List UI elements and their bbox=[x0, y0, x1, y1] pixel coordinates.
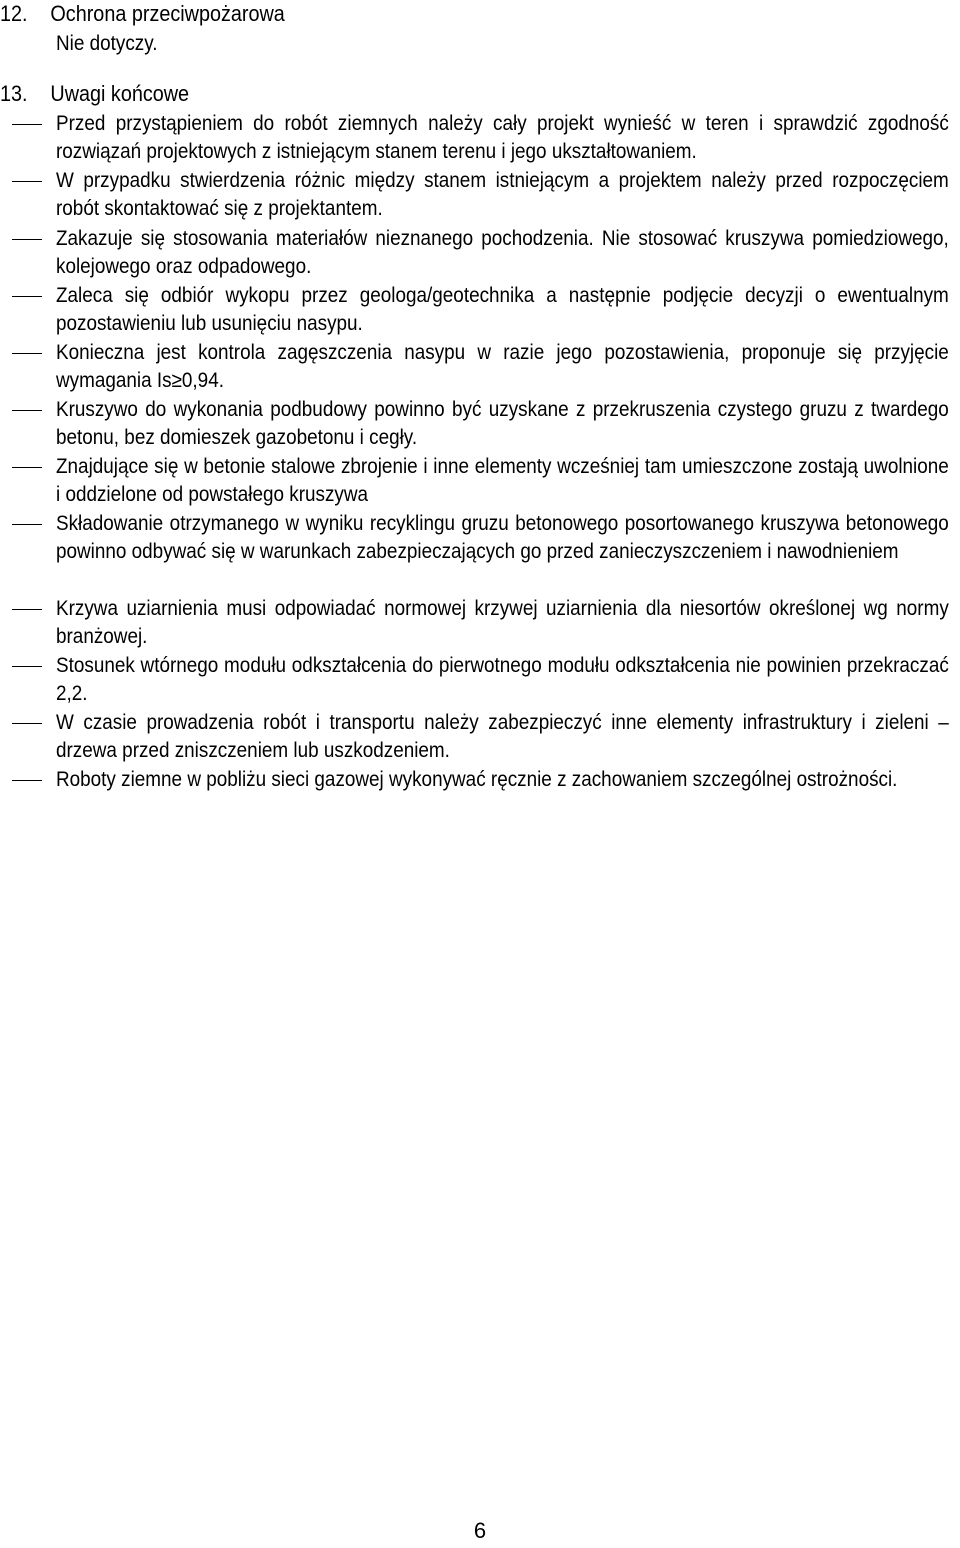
list-item-text: Konieczna jest kontrola zagęszczenia nasypu w razie jego pozostawienia, proponuje się przyjęcie wymagania Is≥0,94. bbox=[56, 341, 949, 393]
dash-bullet bbox=[12, 410, 42, 411]
section-13-heading bbox=[0, 80, 189, 108]
section-13-title: Uwagi końcowe bbox=[50, 81, 190, 106]
list-item-text: Zaleca się odbiór wykopu przez geologa/geotechnika a następnie podjęcie decyzji o ewentualnym pozostawieniu lub usunięciu nasypu. bbox=[56, 284, 949, 336]
section-13-number: 13. bbox=[0, 81, 28, 106]
section-12-title: Ochrona przeciwpożarowa bbox=[50, 1, 285, 26]
section-12-number: 12. bbox=[0, 1, 28, 26]
list-item-text: Zakazuje się stosowania materiałów nieznanego pochodzenia. Nie stosować kruszywa pomiedziowego, kolejowego oraz odpadowego. bbox=[56, 227, 949, 279]
dash-bullet bbox=[12, 524, 42, 525]
list-item-text: Stosunek wtórnego modułu odkształcenia do pierwotnego modułu odkształcenia nie powinien przekraczać 2,2. bbox=[56, 654, 949, 706]
list-item-text: W przypadku stwierdzenia różnic między stanem istniejącym a projektem należy przed rozpoczęciem robót skontaktować się z projektantem. bbox=[56, 169, 949, 221]
dash-bullet bbox=[12, 723, 42, 724]
dash-bullet bbox=[12, 609, 42, 610]
list-item-text: Kruszywo do wykonania podbudowy powinno być uzyskane z przekruszenia czystego gruzu z twardego betonu, bez domieszek gazobetonu i cegły. bbox=[56, 398, 949, 450]
dash-bullet bbox=[12, 296, 42, 297]
list-item-text: Przed przystąpieniem do robót ziemnych należy cały projekt wynieść w teren i sprawdzić zgodność rozwiązań projektowych z istniejącym stanem terenu i jego ukształtowaniem. bbox=[56, 112, 949, 164]
dash-bullet bbox=[12, 467, 42, 468]
page-number: 6 bbox=[473, 1518, 487, 1543]
list-item-text: Znajdujące się w betonie stalowe zbrojenie i inne elementy wcześniej tam umieszczone zostają uwolnione i oddzielone od powstałego kruszywa bbox=[56, 455, 949, 507]
list-item-text: Składowanie otrzymanego w wyniku recyklingu gruzu betonowego posortowanego kruszywa betonowego powinno odbywać się w warunkach zabezpieczających go przed zanieczyszczeniem i nawodnieniem bbox=[56, 512, 949, 564]
dash-bullet bbox=[12, 353, 42, 354]
dash-bullet bbox=[12, 780, 42, 781]
dash-bullet bbox=[12, 666, 42, 667]
list-item-text: W czasie prowadzenia robót i transportu należy zabezpieczyć inne elementy infrastruktury i zieleni – drzewa przed zniszczeniem lub uszkodzeniem. bbox=[56, 711, 949, 763]
dash-bullet bbox=[12, 181, 42, 182]
dash-bullet bbox=[12, 124, 42, 125]
section-12-heading bbox=[0, 0, 285, 28]
section-12-text: Nie dotyczy. bbox=[56, 32, 158, 55]
dash-bullet bbox=[12, 239, 42, 240]
list-item-text: Krzywa uziarnienia musi odpowiadać normowej krzywej uziarnienia dla niesortów określonej wg normy branżowej. bbox=[56, 597, 949, 649]
list-item-text: Roboty ziemne w pobliżu sieci gazowej wykonywać ręcznie z zachowaniem szczególnej ostrożności. bbox=[56, 768, 898, 791]
